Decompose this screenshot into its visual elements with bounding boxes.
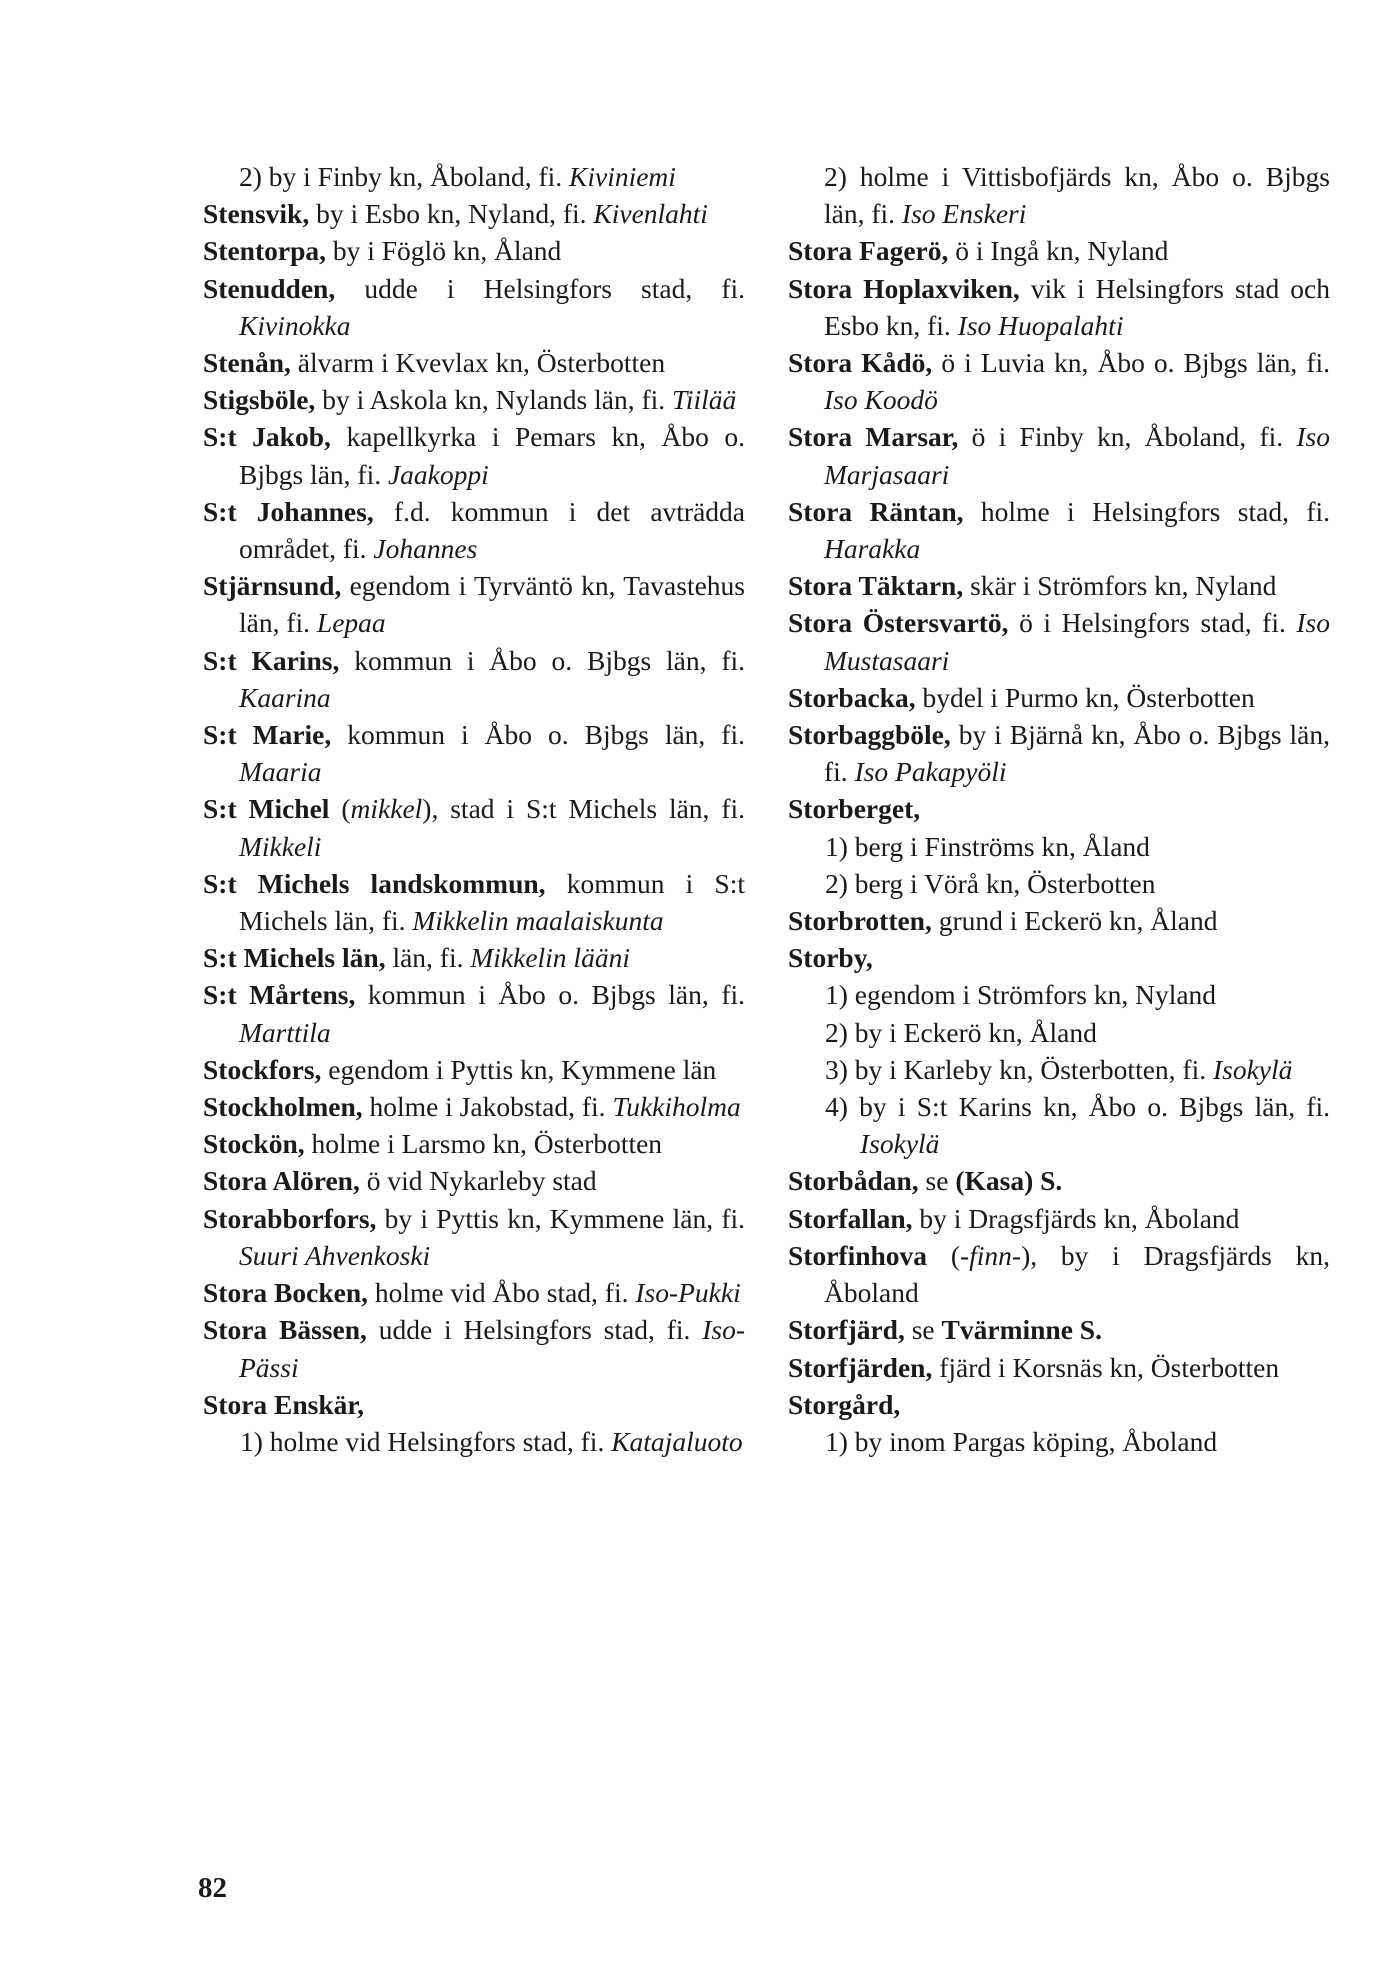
finnish-name: Iso Koodö bbox=[824, 384, 938, 416]
entry-headword: Storabborfors, bbox=[203, 1202, 377, 1234]
entry-text: ö vid Nykarleby stad bbox=[366, 1165, 597, 1197]
dictionary-entry bbox=[788, 1162, 1330, 1199]
dictionary-entry bbox=[203, 1162, 745, 1199]
dictionary-entry bbox=[788, 1200, 1330, 1237]
entry-headword: Storberget, bbox=[788, 793, 921, 825]
entry-headword: Storby, bbox=[788, 942, 873, 974]
entry-headword: Stjärnsund, bbox=[203, 570, 342, 602]
entry-headword: Storgård, bbox=[788, 1388, 901, 1420]
entry-headword: Storbacka, bbox=[788, 681, 916, 713]
dictionary-entry bbox=[788, 1386, 1330, 1423]
dictionary-entry bbox=[788, 790, 1330, 827]
dictionary-entry bbox=[203, 642, 745, 716]
entry-headword: Stockön, bbox=[203, 1128, 305, 1160]
paren-open: ( bbox=[950, 1239, 960, 1271]
dictionary-entry bbox=[203, 493, 745, 567]
finnish-name: Marttila bbox=[239, 1016, 331, 1048]
dictionary-entry bbox=[788, 1349, 1330, 1386]
entry-text: fjärd i Korsnäs kn, Österbotten bbox=[939, 1351, 1280, 1383]
entry-headword: S:t Karins, bbox=[203, 644, 340, 676]
finnish-name: Isokylä bbox=[860, 1128, 940, 1160]
entry-text: ), by i Dragsfjärds kn, Åboland bbox=[824, 1239, 1330, 1309]
finnish-name: Katajaluoto bbox=[611, 1425, 743, 1457]
entry-text: ö i Helsingfors stad, fi. bbox=[1019, 607, 1286, 639]
entry-headword: Stenudden, bbox=[203, 272, 336, 304]
dictionary-entry bbox=[203, 1274, 745, 1311]
entry-headword: Stora Räntan, bbox=[788, 495, 964, 527]
dictionary-entry bbox=[788, 418, 1330, 492]
entry-text: holme vid Åbo stad, fi. bbox=[374, 1277, 629, 1309]
entry-headword: Stockfors, bbox=[203, 1053, 322, 1085]
finnish-name: Mikkeli bbox=[239, 830, 322, 862]
entry-text: ), stad i S:t Michels län, fi. bbox=[422, 793, 745, 825]
entry-headword: Stensvik, bbox=[203, 198, 310, 230]
entry-text: 2) by i Finby kn, Åboland, fi. bbox=[239, 161, 563, 192]
finnish-name: Iso-Pässi bbox=[239, 1314, 746, 1383]
entry-headword: S:t Michel bbox=[203, 793, 330, 825]
entry-headword: Stora Kådö, bbox=[788, 347, 933, 379]
entry-text: län, fi. bbox=[392, 942, 464, 974]
entry-text: by i Dragsfjärds kn, Åboland bbox=[919, 1202, 1240, 1234]
entry-text: by i Föglö kn, Åland bbox=[332, 235, 562, 267]
dictionary-entry bbox=[788, 493, 1330, 567]
dictionary-entry bbox=[788, 902, 1330, 939]
dictionary-entry bbox=[788, 344, 1330, 418]
dictionary-entry bbox=[203, 381, 745, 418]
entry-headword: Stora Marsar, bbox=[788, 421, 959, 453]
entry-text: holme i Jakobstad, fi. bbox=[369, 1091, 606, 1123]
entry-headword: Storbrotten, bbox=[788, 905, 932, 937]
sub-entry bbox=[788, 1051, 1330, 1088]
entry-headword: Storbådan, bbox=[788, 1165, 919, 1197]
entry-text: se bbox=[925, 1165, 949, 1197]
dictionary-entry bbox=[203, 1125, 745, 1162]
entry-text: by i Askola kn, Nylands län, fi. bbox=[322, 384, 666, 416]
finnish-name: Mikkelin maalaiskunta bbox=[412, 905, 664, 937]
sub-entry bbox=[788, 1014, 1330, 1051]
entry-text: grund i Eckerö kn, Åland bbox=[938, 905, 1218, 937]
dictionary-entry bbox=[788, 232, 1330, 269]
dictionary-entry bbox=[203, 270, 745, 344]
dictionary-entry bbox=[788, 1237, 1330, 1311]
dictionary-entry bbox=[788, 567, 1330, 604]
entry-text: kommun i Åbo o. Bjbgs län, fi. bbox=[347, 719, 745, 751]
finnish-name: Tiilää bbox=[672, 384, 737, 416]
entry-headword: Stora Enskär, bbox=[203, 1388, 364, 1420]
entry-headword: S:t Michels län, bbox=[203, 942, 386, 974]
entry-text: 2) holme i Vittisbofjärds kn, Åbo o. Bjbgs län, fi. bbox=[824, 161, 1330, 230]
entry-text: 4) by i S:t Karins kn, Åbo o. Bjbgs län, fi. bbox=[825, 1091, 1330, 1123]
entry-text: by i Bjärnå kn, Åbo o. Bjbgs län, fi. bbox=[824, 719, 1330, 788]
entry-text: 2) by i Eckerö kn, Åland bbox=[825, 1016, 1097, 1048]
entry-headword: Stigsböle, bbox=[203, 384, 316, 416]
entry-text: holme i Helsingfors stad, fi. bbox=[980, 495, 1331, 527]
finnish-name: Mikkelin lääni bbox=[470, 942, 630, 974]
dictionary-entry bbox=[203, 716, 745, 790]
entry-text: 1) holme vid Helsingfors stad, fi. bbox=[240, 1425, 605, 1457]
page-number: 82 bbox=[198, 1872, 227, 1904]
dictionary-entry bbox=[203, 418, 745, 492]
right-column bbox=[788, 158, 1330, 1460]
sub-entry bbox=[788, 865, 1330, 902]
finnish-name: Kaarina bbox=[239, 681, 331, 713]
entry-headword: Stora Alören, bbox=[203, 1165, 360, 1197]
entry-headword: Stora Bocken, bbox=[203, 1277, 368, 1309]
finnish-name: Iso Mustasaari bbox=[824, 607, 1331, 676]
dictionary-entry bbox=[788, 1311, 1330, 1348]
entry-headword: S:t Johannes, bbox=[203, 495, 374, 527]
entry-text: 1) egendom i Strömfors kn, Nyland bbox=[825, 979, 1217, 1011]
finnish-name: Suuri Ahvenkoski bbox=[239, 1239, 431, 1271]
finnish-name: Iso Pakapyöli bbox=[854, 756, 1007, 788]
finnish-name: Lepaa bbox=[316, 607, 386, 639]
entry-text: kapellkyrka i Pemars kn, Åbo o. Bjbgs län, fi. bbox=[239, 421, 746, 490]
entry-text: 3) by i Karleby kn, Österbotten, fi. bbox=[825, 1053, 1207, 1085]
entry-headword: S:t Michels landskommun, bbox=[203, 867, 546, 899]
entry-headword: Storfallan, bbox=[788, 1202, 913, 1234]
dictionary-entry bbox=[203, 939, 745, 976]
dictionary-entry bbox=[203, 1311, 745, 1385]
dictionary-entry bbox=[203, 790, 745, 864]
dictionary-entry bbox=[788, 679, 1330, 716]
dictionary-entry bbox=[203, 567, 745, 641]
dictionary-entry bbox=[788, 270, 1330, 344]
finnish-name: Kivinokka bbox=[239, 309, 351, 341]
finnish-name: Isokylä bbox=[1212, 1053, 1293, 1085]
entry-headword: S:t Mårtens, bbox=[203, 979, 356, 1011]
entry-text: 1) by inom Pargas köping, Åboland bbox=[825, 1425, 1218, 1457]
entry-text: älvarm i Kvevlax kn, Österbotten bbox=[297, 347, 666, 379]
entry-headword: Storfjärden, bbox=[788, 1351, 933, 1383]
entry-headword: Stora Bässen, bbox=[203, 1314, 367, 1346]
entry-headword: Stora Fagerö, bbox=[788, 235, 949, 267]
entry-text: holme i Larsmo kn, Österbotten bbox=[311, 1128, 663, 1160]
entry-text: egendom i Pyttis kn, Kymmene län bbox=[328, 1053, 717, 1085]
entry-headword: Stockholmen, bbox=[203, 1091, 363, 1123]
entry-headword: Storfjärd, bbox=[788, 1314, 905, 1346]
entry-text: ö i Finby kn, Åboland, fi. bbox=[971, 421, 1284, 453]
entry-text: se bbox=[911, 1314, 935, 1346]
dictionary-entry bbox=[203, 976, 745, 1050]
entry-text: udde i Helsingfors stad, fi. bbox=[364, 272, 745, 304]
cross-reference: (Kasa) S. bbox=[955, 1165, 1063, 1197]
dictionary-entry bbox=[203, 1088, 745, 1125]
dictionary-entry bbox=[203, 1051, 745, 1088]
entry-text: by i Pyttis kn, Kymmene län, fi. bbox=[384, 1202, 745, 1234]
pronunciation: -finn- bbox=[959, 1239, 1022, 1271]
entry-headword: Storbaggböle, bbox=[788, 719, 951, 751]
cross-reference: Tvärminne S. bbox=[941, 1314, 1102, 1346]
finnish-name: Tukkiholma bbox=[612, 1091, 741, 1123]
dictionary-entry bbox=[788, 939, 1330, 976]
dictionary-entry bbox=[788, 604, 1330, 678]
paren-open: ( bbox=[341, 793, 351, 825]
entry-text: bydel i Purmo kn, Österbotten bbox=[922, 681, 1255, 713]
entry-text: kommun i Åbo o. Bjbgs län, fi. bbox=[367, 979, 745, 1011]
finnish-name: Iso Enskeri bbox=[901, 198, 1027, 230]
sub-entry bbox=[788, 1423, 1330, 1460]
finnish-name: Kiviniemi bbox=[569, 161, 676, 192]
dictionary-entry bbox=[203, 158, 745, 195]
entry-text: kommun i S:t Michels län, fi. bbox=[239, 867, 746, 937]
finnish-name: Jaakoppi bbox=[387, 458, 489, 490]
sub-entry bbox=[788, 828, 1330, 865]
entry-text: 2) berg i Vörå kn, Österbotten bbox=[825, 867, 1156, 899]
entry-headword: Stora Täktarn, bbox=[788, 570, 964, 602]
entry-headword: Stenån, bbox=[203, 347, 291, 379]
entry-text: vik i Helsingfors stad och Esbo kn, fi. bbox=[824, 272, 1330, 341]
entry-text: f.d. kommun i det avträdda området, fi. bbox=[239, 495, 745, 565]
entry-text: ö i Ingå kn, Nyland bbox=[955, 235, 1169, 267]
sub-entry bbox=[788, 1088, 1330, 1162]
sub-entry bbox=[203, 1423, 745, 1460]
dictionary-entry bbox=[203, 1200, 745, 1274]
finnish-name: Iso Huopalahti bbox=[957, 309, 1124, 341]
entry-headword: Stentorpa, bbox=[203, 235, 326, 267]
dictionary-entry bbox=[203, 865, 745, 939]
finnish-name: Iso Marjasaari bbox=[824, 421, 1331, 490]
sub-entry bbox=[788, 976, 1330, 1013]
finnish-name: Johannes bbox=[373, 533, 478, 565]
entry-text: ö i Luvia kn, Åbo o. Bjbgs län, fi. bbox=[941, 347, 1331, 379]
entry-headword: Storfinhova bbox=[788, 1239, 928, 1271]
dictionary-entry bbox=[788, 158, 1330, 232]
dictionary-entry bbox=[203, 1386, 745, 1423]
finnish-name: Harakka bbox=[824, 533, 921, 565]
entry-text: udde i Helsingfors stad, fi. bbox=[378, 1314, 691, 1346]
entry-text: 1) berg i Finströms kn, Åland bbox=[825, 830, 1150, 862]
finnish-name: Maaria bbox=[239, 756, 322, 788]
entry-headword: S:t Marie, bbox=[203, 719, 332, 751]
dictionary-entry bbox=[203, 344, 745, 381]
pronunciation: mikkel bbox=[350, 793, 423, 825]
dictionary-entry bbox=[203, 232, 745, 269]
entry-text: by i Esbo kn, Nyland, fi. bbox=[316, 198, 587, 230]
dictionary-entry bbox=[788, 716, 1330, 790]
entry-text: kommun i Åbo o. Bjbgs län, fi. bbox=[354, 644, 746, 676]
finnish-name: Kivenlahti bbox=[593, 198, 708, 230]
entry-text: skär i Strömfors kn, Nyland bbox=[970, 570, 1277, 602]
finnish-name: Iso-Pukki bbox=[635, 1277, 741, 1309]
entry-headword: Stora Hoplaxviken, bbox=[788, 272, 1020, 304]
entry-headword: S:t Jakob, bbox=[203, 421, 331, 453]
dictionary-entry bbox=[203, 195, 745, 232]
left-column bbox=[203, 158, 745, 1460]
entry-headword: Stora Östersvartö, bbox=[788, 607, 1009, 639]
entry-text: egendom i Tyrväntö kn, Tavastehus län, fi. bbox=[239, 570, 745, 639]
